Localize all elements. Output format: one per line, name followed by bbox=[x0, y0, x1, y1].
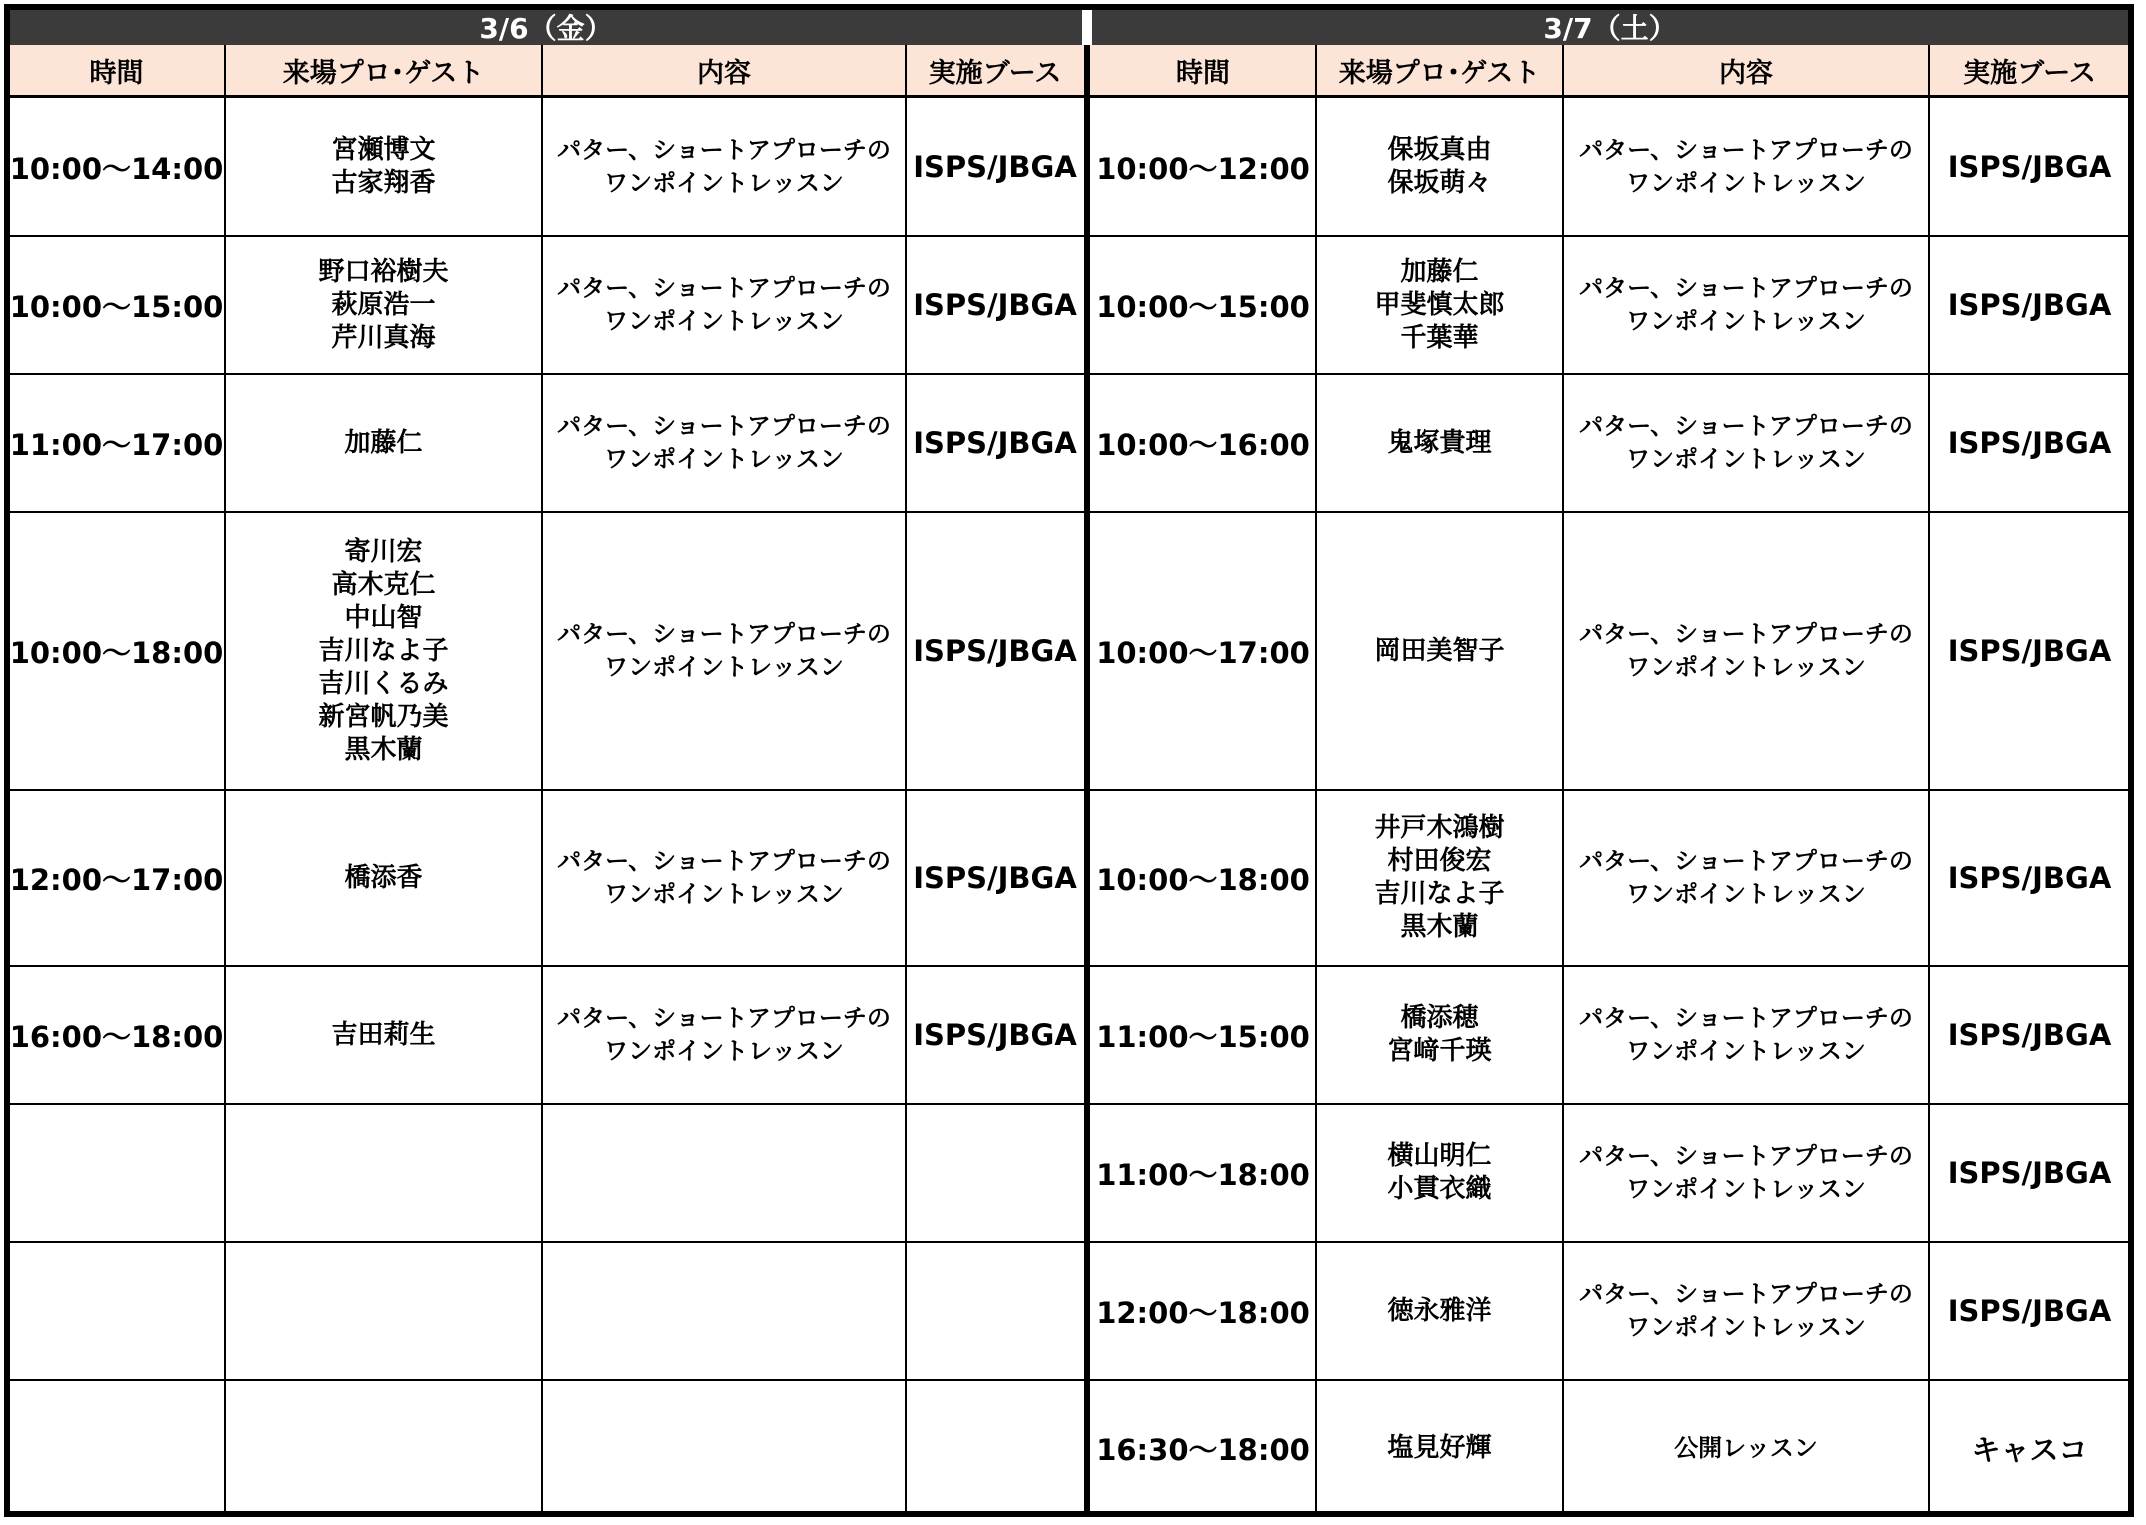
content-line: ワンポイントレッスン bbox=[604, 653, 844, 681]
guest-cell bbox=[225, 236, 542, 374]
content-line: ワンポイントレッスン bbox=[1626, 1313, 1866, 1341]
guest-cell bbox=[225, 1104, 542, 1242]
booth-header: 実施ブース bbox=[906, 45, 1084, 98]
time-cell: 10:00〜18:00 bbox=[9, 635, 224, 670]
time-cell: 11:00〜18:00 bbox=[1096, 1157, 1310, 1192]
time-cell: 11:00〜15:00 bbox=[1096, 1019, 1310, 1054]
content-line: パター、ショートアプローチの bbox=[1579, 620, 1913, 648]
content-line: パター、ショートアプローチの bbox=[1579, 1004, 1913, 1032]
time-cell: 11:00〜17:00 bbox=[9, 427, 224, 462]
content-cell bbox=[1563, 1380, 1929, 1517]
guest-name: 吉川なよ子 bbox=[318, 635, 449, 666]
content-header: 内容 bbox=[542, 45, 906, 98]
content-cell bbox=[542, 790, 906, 966]
booth-cell: キャスコ bbox=[1971, 1433, 2088, 1467]
guest-name: 千葉華 bbox=[1400, 322, 1479, 353]
content-line: ワンポイントレッスン bbox=[604, 880, 844, 908]
content-cell bbox=[542, 98, 906, 236]
content-line: パター、ショートアプローチの bbox=[557, 847, 891, 875]
time-cell: 12:00〜18:00 bbox=[1096, 1295, 1310, 1330]
content-cell bbox=[542, 512, 906, 790]
guest-name: 黒木蘭 bbox=[344, 734, 423, 765]
time-cell: 12:00〜17:00 bbox=[9, 862, 224, 897]
guest-name: 岡田美智子 bbox=[1374, 635, 1505, 666]
guest-cell bbox=[1316, 1380, 1563, 1517]
guest-cell bbox=[1316, 1104, 1563, 1242]
time-cell: 10:00〜15:00 bbox=[9, 289, 224, 324]
guest-name: 宮瀬博文 bbox=[331, 135, 436, 165]
column-divider bbox=[905, 45, 907, 1517]
content-cell bbox=[542, 1104, 906, 1242]
guest-name: 加藤仁 bbox=[1400, 256, 1479, 287]
guest-cell bbox=[1316, 374, 1563, 512]
guest-name: 萩原浩一 bbox=[331, 289, 436, 320]
column-divider bbox=[1928, 45, 1930, 1517]
content-cell bbox=[542, 1242, 906, 1380]
content-cell bbox=[1563, 966, 1929, 1104]
content-line: ワンポイントレッスン bbox=[1626, 653, 1866, 681]
time-header: 時間 bbox=[8, 45, 225, 98]
content-line: パター、ショートアプローチの bbox=[557, 274, 891, 302]
content-cell bbox=[1563, 512, 1929, 790]
time-cell bbox=[8, 1104, 225, 1242]
guest-cell bbox=[225, 790, 542, 966]
booth-cell bbox=[906, 1104, 1084, 1242]
guest-name: 甲斐慎太郎 bbox=[1374, 289, 1505, 320]
guest-name: 加藤仁 bbox=[344, 427, 423, 458]
guest-name: 塩見好輝 bbox=[1387, 1433, 1492, 1463]
content-line: パター、ショートアプローチの bbox=[557, 412, 891, 440]
column-divider bbox=[541, 45, 543, 1517]
booth-cell bbox=[906, 1242, 1084, 1380]
content-line: ワンポイントレッスン bbox=[604, 169, 844, 197]
content-line: ワンポイントレッスン bbox=[604, 1037, 844, 1065]
guest-cell bbox=[225, 1380, 542, 1517]
guest-name: 吉川くるみ bbox=[318, 668, 449, 699]
content-line: パター、ショートアプローチの bbox=[1579, 274, 1913, 302]
guest-name: 小貫衣織 bbox=[1387, 1174, 1492, 1204]
time-cell: 10:00〜12:00 bbox=[1096, 151, 1310, 186]
time-header: 時間 bbox=[1090, 45, 1316, 98]
guest-name: 吉川なよ子 bbox=[1374, 879, 1505, 909]
guest-cell bbox=[1316, 966, 1563, 1104]
content-line: ワンポイントレッスン bbox=[1626, 1175, 1866, 1203]
time-cell: 10:00〜16:00 bbox=[1096, 427, 1310, 462]
guest-name: 鬼塚貴理 bbox=[1387, 427, 1492, 458]
time-cell: 10:00〜14:00 bbox=[9, 151, 224, 186]
guest-name: 新宮帆乃美 bbox=[318, 701, 449, 732]
content-cell bbox=[542, 966, 906, 1104]
guest-name: 橋添香 bbox=[344, 862, 423, 893]
content-cell bbox=[1563, 236, 1929, 374]
content-cell bbox=[1563, 1242, 1929, 1380]
day-divider-header-mark bbox=[1085, 11, 1089, 37]
content-line: ワンポイントレッスン bbox=[1626, 307, 1866, 335]
guest-name: 寄川宏 bbox=[344, 536, 423, 567]
content-line: ワンポイントレッスン bbox=[1626, 1037, 1866, 1065]
guest-cell bbox=[225, 512, 542, 790]
guest-cell bbox=[1316, 1242, 1563, 1380]
time-cell bbox=[8, 1242, 225, 1380]
guest-cell bbox=[225, 374, 542, 512]
time-cell: 10:00〜18:00 bbox=[1096, 862, 1310, 897]
content-line: ワンポイントレッスン bbox=[604, 445, 844, 473]
content-line: パター、ショートアプローチの bbox=[557, 136, 891, 164]
booth-cell: ISPS/JBGA bbox=[913, 426, 1077, 460]
booth-cell: ISPS/JBGA bbox=[1947, 861, 2112, 895]
time-cell: 10:00〜15:00 bbox=[1096, 289, 1310, 324]
booth-cell: ISPS/JBGA bbox=[1947, 1294, 2112, 1328]
content-cell bbox=[1563, 374, 1929, 512]
guest-header: 来場プロ･ゲスト bbox=[225, 45, 542, 98]
booth-cell: ISPS/JBGA bbox=[913, 150, 1077, 184]
guest-header: 来場プロ･ゲスト bbox=[1316, 45, 1563, 98]
guest-name: 村田俊宏 bbox=[1387, 846, 1492, 876]
content-line: パター、ショートアプローチの bbox=[1579, 1280, 1913, 1308]
content-header: 内容 bbox=[1563, 45, 1929, 98]
content-line: パター、ショートアプローチの bbox=[557, 1004, 891, 1032]
content-line: パター、ショートアプローチの bbox=[1579, 1142, 1913, 1170]
booth-cell: ISPS/JBGA bbox=[1947, 150, 2112, 184]
guest-name: 黒木蘭 bbox=[1400, 912, 1479, 942]
booth-header: 実施ブース bbox=[1929, 45, 2130, 98]
content-cell bbox=[1563, 1104, 1929, 1242]
content-line: ワンポイントレッスン bbox=[1626, 880, 1866, 908]
content-cell bbox=[542, 1380, 906, 1517]
guest-name: 徳永雅洋 bbox=[1387, 1295, 1492, 1326]
content-cell bbox=[542, 374, 906, 512]
guest-name: 保坂萌々 bbox=[1387, 168, 1492, 198]
content-line: ワンポイントレッスン bbox=[1626, 445, 1866, 473]
booth-cell: ISPS/JBGA bbox=[1947, 1018, 2112, 1052]
content-line: 公開レッスン bbox=[1674, 1434, 1818, 1462]
content-line: パター、ショートアプローチの bbox=[557, 620, 891, 648]
content-line: パター、ショートアプローチの bbox=[1579, 412, 1913, 440]
guest-name: 吉田莉生 bbox=[331, 1019, 436, 1050]
guest-name: 保坂真由 bbox=[1387, 135, 1492, 165]
guest-cell bbox=[1316, 98, 1563, 236]
guest-cell bbox=[1316, 790, 1563, 966]
booth-cell: ISPS/JBGA bbox=[1947, 288, 2112, 322]
guest-name: 古家翔香 bbox=[331, 168, 436, 198]
guest-cell bbox=[1316, 512, 1563, 790]
day-divider bbox=[1084, 8, 1090, 1517]
guest-name: 井戸木鴻樹 bbox=[1374, 813, 1505, 843]
guest-name: 宮﨑千瑛 bbox=[1387, 1036, 1492, 1066]
booth-cell: ISPS/JBGA bbox=[1947, 634, 2112, 668]
time-cell bbox=[8, 1380, 225, 1517]
guest-name: 芹川真海 bbox=[331, 322, 436, 353]
guest-cell bbox=[225, 1242, 542, 1380]
column-divider bbox=[1562, 45, 1564, 1517]
content-line: ワンポイントレッスン bbox=[1626, 169, 1866, 197]
column-divider bbox=[1315, 45, 1317, 1517]
booth-cell: ISPS/JBGA bbox=[913, 1018, 1077, 1052]
booth-cell: ISPS/JBGA bbox=[913, 634, 1077, 668]
content-cell bbox=[1563, 790, 1929, 966]
guest-cell bbox=[1316, 236, 1563, 374]
content-cell bbox=[1563, 98, 1929, 236]
content-cell bbox=[542, 236, 906, 374]
day-date-header: 3/6（金） bbox=[8, 8, 1084, 45]
time-cell: 10:00〜17:00 bbox=[1096, 635, 1310, 670]
column-divider bbox=[224, 45, 226, 1517]
guest-name: 橋添穂 bbox=[1400, 1003, 1479, 1033]
time-cell: 16:30〜18:00 bbox=[1096, 1433, 1310, 1467]
guest-cell bbox=[225, 98, 542, 236]
booth-cell: ISPS/JBGA bbox=[1947, 1156, 2112, 1190]
guest-name: 高木克仁 bbox=[331, 569, 436, 600]
content-line: パター、ショートアプローチの bbox=[1579, 136, 1913, 164]
content-line: パター、ショートアプローチの bbox=[1579, 847, 1913, 875]
booth-cell: ISPS/JBGA bbox=[913, 861, 1077, 895]
booth-cell: ISPS/JBGA bbox=[1947, 426, 2112, 460]
content-line: ワンポイントレッスン bbox=[604, 307, 844, 335]
booth-cell: ISPS/JBGA bbox=[913, 288, 1077, 322]
guest-cell bbox=[225, 966, 542, 1104]
guest-name: 野口裕樹夫 bbox=[318, 256, 449, 287]
guest-name: 中山智 bbox=[344, 602, 423, 633]
day-date-header: 3/7（土） bbox=[1090, 8, 2130, 45]
time-cell: 16:00〜18:00 bbox=[9, 1019, 224, 1054]
booth-cell bbox=[906, 1380, 1084, 1517]
guest-name: 横山明仁 bbox=[1387, 1141, 1492, 1171]
